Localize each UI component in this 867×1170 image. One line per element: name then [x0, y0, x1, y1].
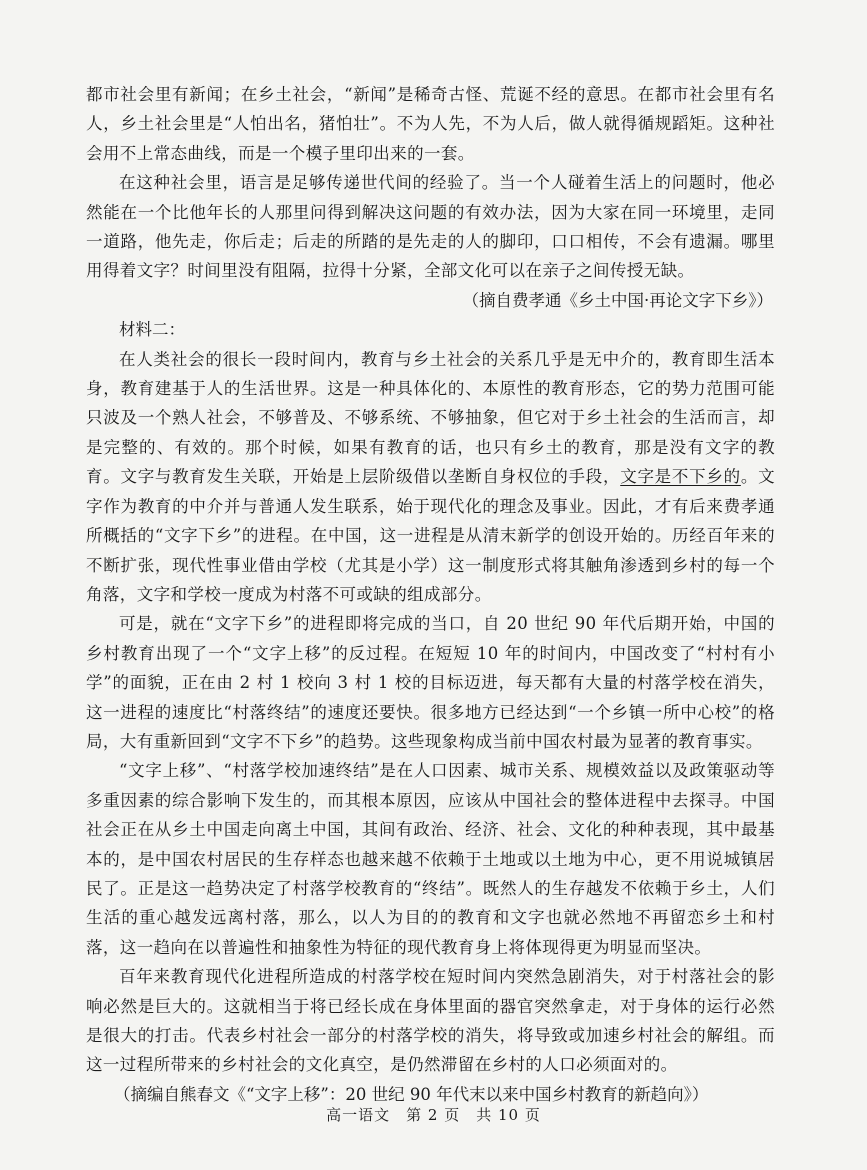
- material1-paragraph-2: 在这种社会里，语言是足够传递世代间的经验了。当一个人碰着生活上的问题时，他必然能在一个比他年长的人那里问得到解决这问题的有效办法，因为大家在同一环境里，走同一道路，他先走，你后走；后走的所踏的是先走的人的脚印，口口相传，不会有遗漏。哪里用得着文字？时间里没有阻隔，拉得十分紧，全部文化可以在亲子之间传授无缺。: [86, 173, 775, 281]
- material2-heading: 材料二：: [119, 320, 185, 340]
- material2-paragraph-1: [86, 345, 775, 610]
- material1-source: （摘自费孝通《乡土中国·再论文字下乡》）: [462, 290, 773, 310]
- page-footer: 高一语文 第 2 页 共 10 页: [326, 1106, 541, 1124]
- material2-source: （摘编自熊春文《“文字上移”：20 世纪 90 年代末以来中国乡村教育的新趋向》）: [114, 1084, 709, 1104]
- material2-paragraph-4: 百年来教育现代化进程所造成的村落学校在短时间内突然急剧消失，对于村落社会的影响必然是巨大的。这就相当于将已经长成在身体里面的器官突然拿走，对于身体的运行必然是很大的打击。代表乡村社会一部分的村落学校的消失，将导致或加速乡村社会的解组。而这一过程所带来的乡村社会的文化真空，是仍然滞留在乡村的人口必须面对的。: [86, 967, 775, 1075]
- underlined-sentence: 文字是不下乡的: [620, 467, 741, 487]
- material2-paragraph-2: 可是，就在“文字下乡”的进程即将完成的当口，自 20 世纪 90 年代后期开始，中国的乡村教育出现了一个“文字上移”的反过程。在短短 10 年的时间内，中国改变了“村村有小学”的面貌，正在由 2 村 1 校向 3 村 1 校的目标迈进，每天都有大量的村落学校在消失，这一进程的速度比“村落终结”的速度还要快。很多地方已经达到“一个乡镇一所中心校”的格局，大有重新回到“文字不下乡”的趋势。这些现象构成当前中国农村最为显著的教育事实。: [86, 614, 775, 751]
- material2-paragraph-1-part-b: 。文字作为教育的中介并与普通人发生联系，始于现代化的理念及事业。因此，才有后来费孝通所概括的“文字下乡”的进程。在中国，这一进程是从清末新学的创设开始的。历经百年来的不断扩张，现代性事业借由学校（尤其是小学）这一制度形式将其触角渗透到乡村的每一个角落，文字和学校一度成为村落不可或缺的组成部分。: [86, 467, 775, 604]
- material2-paragraph-3: “文字上移”、“村落学校加速终结”是在人口因素、城市关系、规模效益以及政策驱动等多重因素的综合影响下发生的，而其根本原因，应该从中国社会的整体进程中去探寻。中国社会正在从乡土中国走向离土中国，其间有政治、经济、社会、文化的种种表现，其中最基本的，是中国农村居民的生存样态也越来越不依赖于土地或以土地为中心，更不用说城镇居民了。正是这一趋势决定了村落学校教育的“终结”。既然人的生存越发不依赖于乡土，人们生活的重心越发远离村落，那么，以人为目的的教育和文字也就必然地不再留恋乡土和村落，这一趋向在以普遍性和抽象性为特征的现代教育身上将体现得更为明显而坚决。: [86, 761, 775, 957]
- material1-paragraph-1: 都市社会里有新闻；在乡土社会，“新闻”是稀奇古怪、荒诞不经的意思。在都市社会里有名人，乡土社会里是“人怕出名，猪怕壮”。不为人先，不为人后，做人就得循规蹈矩。这种社会用不上常态曲线，而是一个模子里印出来的一套。: [86, 85, 775, 163]
- material2-paragraph-1-part-a: 在人类社会的很长一段时间内，教育与乡土社会的关系几乎是无中介的，教育即生活本身，教育建基于人的生活世界。这是一种具体化的、本原性的教育形态，它的势力范围可能只波及一个熟人社会，不够普及、不够系统、不够抽象，但它对于乡土社会的生活而言，却是完整的、有效的。那个时候，如果有教育的话，也只有乡土的教育，那是没有文字的教育。文字与教育发生关联，开始是上层阶级借以垄断自身权位的手段，: [86, 349, 775, 487]
